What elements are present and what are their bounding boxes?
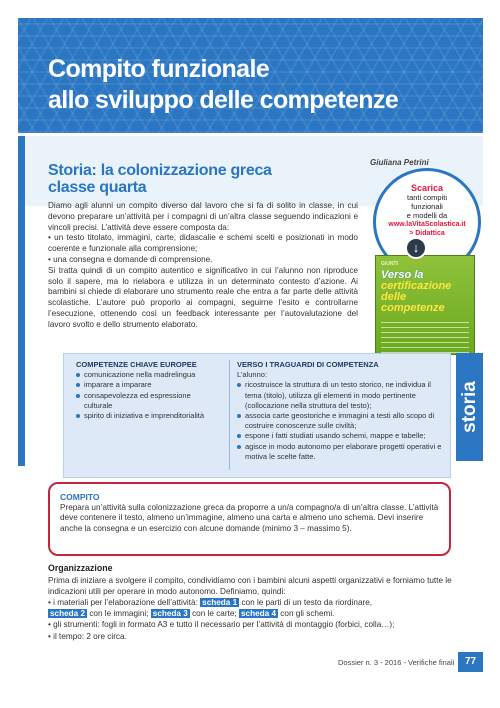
organization-bullet-time: • il tempo: 2 ore circa. <box>48 631 127 641</box>
author-name: Giuliana Petrini <box>370 158 429 167</box>
compito-box <box>48 482 451 556</box>
header-title-line2: allo sviluppo delle competenze <box>48 86 399 114</box>
intro-paragraph-2: Si tratta quindi di un compito autentico e significativo in cui l’alunno non riproduce solo il sapere, ma lo rielabora e utilizza in un determinato contesto d’azione. Ai bambini si chiede di elaborare uno strumento reale che entra a far parte delle attività scolastiche. L’autore può proporlo ai compagni, seguirne l’esito e controllarne l’esecuzione, ottenendo così un feedback interessante per l’autovalutazione del lavoro svolto e dello strumento elaborato. <box>48 265 358 329</box>
page-number: 77 <box>458 652 483 672</box>
list-item: espone i fatti studiati usando schemi, mappe e tabelle; <box>237 431 442 441</box>
badge-line6: > Didattica <box>409 230 445 237</box>
badge-line3: funzionali <box>411 202 443 211</box>
left-rule <box>18 136 25 466</box>
competences-right-column <box>237 360 442 462</box>
header-banner <box>18 18 483 133</box>
competences-left-list <box>76 370 216 421</box>
materials-text: con le carte; <box>189 609 239 619</box>
intro-bullet-1: • un testo titolato, immagini, carte, didascalie e schemi scelti e posizionati in modo coerente e funzionale alla comprensione; <box>48 233 358 254</box>
organization-bullet-tools: • gli strumenti: fogli in formato A3 e tutto il necessario per l’attività di montaggio (forbici, colla…); <box>48 620 395 630</box>
materials-text: con le immagini; <box>87 609 151 619</box>
competences-right-list <box>237 380 442 462</box>
organization-paragraph: Prima di iniziare a svolgere il compito, condividiamo con i bambini alcuni aspetti organizzativi e forniamo tutte le indicazioni utili per operare in modo autonomo. Definiamo, quindi: <box>48 576 452 597</box>
competences-divider <box>229 360 230 470</box>
list-item: associa carte geostoriche e immagini a testi allo scopo di costruire conoscenze sulle civiltà; <box>237 411 442 431</box>
list-item: imparare a imparare <box>76 380 216 390</box>
book-title2: certificazione delle competenze <box>381 280 452 314</box>
scheda-1-tag: scheda 1 <box>202 598 238 608</box>
badge-line5[interactable]: www.laVitaScolastica.it <box>388 221 466 228</box>
materials-text: con le parti di un testo da riordinare, <box>239 598 373 608</box>
footer-text: Dossier n. 3 - 2016 - Verifiche finali <box>338 658 455 667</box>
competences-right-head: VERSO I TRAGUARDI DI COMPETENZA <box>237 360 379 369</box>
organization-section <box>48 563 458 642</box>
section-title-line1: Storia: la colonizzazione greca <box>48 162 272 179</box>
book-cover <box>375 255 475 355</box>
download-arrow-icon[interactable]: ↓ <box>405 237 427 259</box>
compito-label: COMPITO <box>60 492 100 502</box>
page <box>18 18 483 693</box>
materials-text: con gli schemi. <box>278 609 335 619</box>
intro-text <box>48 201 358 331</box>
competences-left-column <box>76 360 216 421</box>
side-tab-label: storia <box>458 381 480 433</box>
badge-line2: tanti compiti <box>406 193 448 202</box>
scheda-4-tag: scheda 4 <box>240 609 277 619</box>
list-item: spirito di iniziativa e imprenditorialità <box>76 411 216 421</box>
intro-paragraph-1: Diamo agli alunni un compito diverso dal lavoro che si fa di solito in classe, in cui devono preparare un’attività per i compagni di un’altra classe seguendo indicazioni e vincoli precisi. L’attività deve essere composta da: <box>48 201 358 232</box>
list-item: agisce in modo autonomo per elaborare progetti operativi e motiva le scelte fatte. <box>237 442 442 462</box>
list-item: consapevolezza ed espressione culturale <box>76 391 216 411</box>
section-title-line2: classe quarta <box>48 179 147 196</box>
materials-text: • i materiali per l’elaborazione dell’attività: <box>48 598 201 608</box>
badge-line4: e modelli da <box>406 211 448 220</box>
scheda-2-tag: scheda 2 <box>50 609 86 619</box>
book-brand: GIUNTI <box>381 261 398 267</box>
header-title <box>48 54 398 116</box>
header-title-line1: Compito funzionale <box>48 55 270 83</box>
list-item: ricostruisce la struttura di un testo storico, ne individua il tema (titolo), utilizza gli elementi in modo pertinente (collocazione nella struttura del testo); <box>237 380 442 411</box>
badge-line1: Scarica <box>410 183 444 193</box>
section-title <box>48 162 272 196</box>
competences-right-intro: L’alunno: <box>237 370 268 380</box>
book-title1: Verso la <box>381 269 424 281</box>
list-item: comunicazione nella madrelingua <box>76 370 216 380</box>
scheda-3-tag: scheda 3 <box>152 609 188 619</box>
organization-bullet-materials <box>48 597 458 619</box>
competences-box <box>63 353 451 478</box>
competences-left-head: COMPETENZE CHIAVE EUROPEE <box>76 360 197 369</box>
organization-title: Organizzazione <box>48 563 113 573</box>
side-tab <box>456 353 483 461</box>
intro-bullet-2: • una consegna e domande di comprensione. <box>48 254 213 264</box>
compito-text: Prepara un’attività sulla colonizzazione greca da proporre a un/a compagno/a di un’altra classe. L’attività deve contenere il testo, almeno un’immagine, almeno una carta e almeno uno schema. Devi inserire anche la consegna e un esercizio con alcune domande (minimo 3 – massimo 5). <box>60 502 439 533</box>
